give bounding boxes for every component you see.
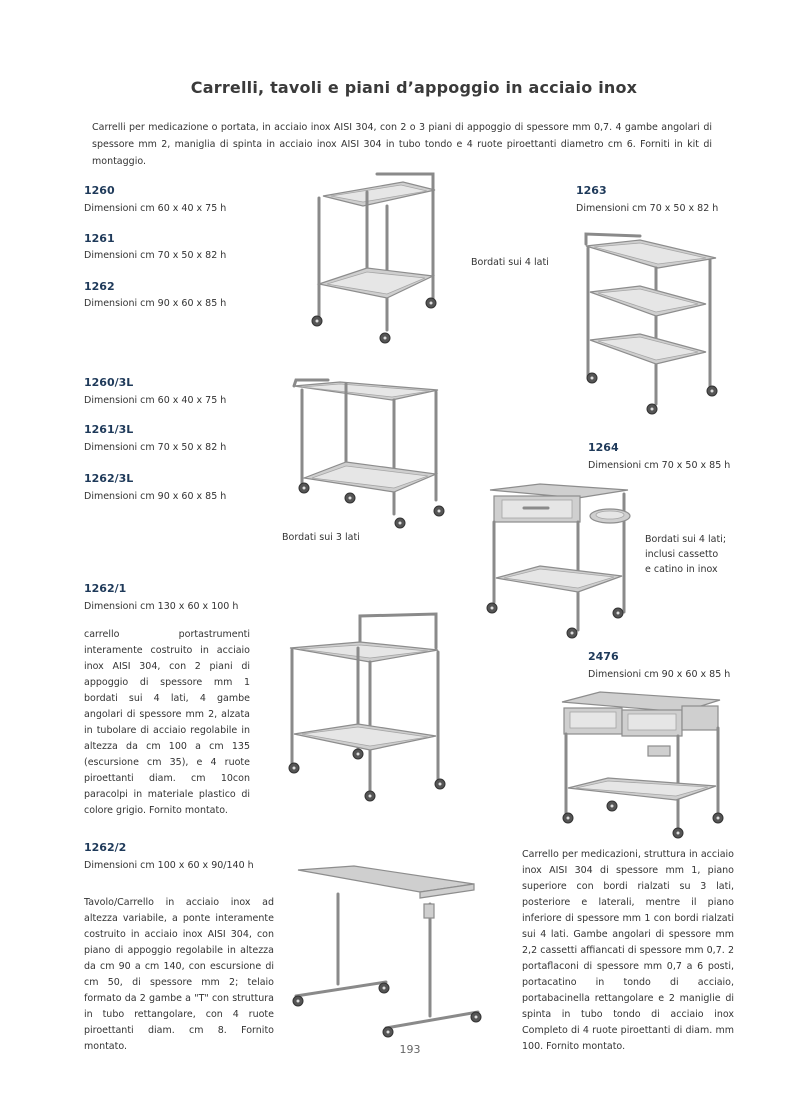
product-dim-1262-2: Dimensioni cm 100 x 60 x 90/140 h: [84, 860, 254, 871]
product-dim-1264: Dimensioni cm 70 x 50 x 85 h: [588, 460, 731, 471]
product-code-2476: 2476: [588, 650, 619, 663]
product-code-1261-3l: 1261/3L: [84, 423, 134, 436]
note-1264-line-1: Bordati sui 4 lati;: [645, 534, 727, 545]
page-title: Carrelli, tavoli e piani d’appoggio in acciaio inox: [190, 78, 638, 97]
note-bordati-3-lati: Bordati sui 3 lati: [282, 532, 360, 543]
product-dim-1262-3l: Dimensioni cm 90 x 60 x 85 h: [84, 491, 227, 502]
product-dim-1260-3l: Dimensioni cm 60 x 40 x 75 h: [84, 395, 227, 406]
table-1262-2-image: [290, 864, 490, 1044]
cart-1264-image: [484, 482, 634, 642]
intro-paragraph: Carrelli per medicazione o portata, in acciaio inox AISI 304, con 2 o 3 piani di appoggio di spessore mm 0,7. 4 gambe angolari di spessore mm 2, maniglia di spinta in acciaio inox AISI 304 in tubo tondo e 4 ruote piroettanti diametro cm 6. Forniti in kit di montaggio.: [92, 122, 712, 167]
cart-2476-image: [558, 690, 728, 840]
description-1262-2: Tavolo/Carrello in acciaio inox ad altezza variabile, a ponte interamente costruito in acciaio inox AISI 304, con piano di appoggio regolabile in altezza da cm 90 a cm 140, con escursione di cm 50, di spessore mm 2; telaio formato da 2 gambe a "T" con struttura in tubo rettangolare, con 4 ruote piroettanti diam. cm 8. Fornito montato.: [84, 897, 274, 1052]
product-code-1260-3l: 1260/3L: [84, 376, 134, 389]
description-1262-1: carrello portastrumenti interamente costruito in acciaio inox AISI 304, con 2 piani di appoggio di spessore mm 1 bordati sui 4 lati, 4 gambe angolari di spessore mm 2, alzata in tubolare di acciaio regolabile in altezza da cm 100 a cm 135 (escursione cm 35), e 4 ruote piroettanti diam. cm 10con paracolpi in materiale plastico di colore grigio. Fornito montato.: [84, 629, 250, 816]
note-bordati-4-lati: Bordati sui 4 lati: [471, 257, 549, 268]
product-code-1263: 1263: [576, 184, 607, 197]
product-code-1262-1: 1262/1: [84, 582, 127, 595]
page-number: 193: [399, 1043, 421, 1056]
product-code-1262-3l: 1262/3L: [84, 472, 134, 485]
cart-1262-1-image: [284, 608, 454, 804]
product-code-1264: 1264: [588, 441, 619, 454]
cart-1260-3l-image: [288, 374, 448, 534]
cart-1263-image: [580, 228, 720, 418]
product-dim-1261: Dimensioni cm 70 x 50 x 82 h: [84, 250, 227, 261]
product-code-1262-2: 1262/2: [84, 841, 127, 854]
note-1264: [645, 532, 726, 577]
description-2476: Carrello per medicazioni, struttura in acciaio inox AISI 304 di spessore mm 1, piano superiore con bordi rialzati su 3 lati, posteriore e laterali, mentre il piano inferiore di spessore mm 1 con bordi rialzati sui 4 lati. Gambe angolari di spessore mm 2,2 cassetti affiancati di spessore mm 0,7. 2 portaflaconi di spessore mm 0,7 a 6 posti, portacatino in tondo di acciaio, portabacinella rettangolare e 2 maniglie di spinta in tubo tondo di acciaio inox Completo di 4 ruote piroettanti di diam. mm 100. Fornito montato.: [522, 849, 734, 1052]
product-code-1261: 1261: [84, 232, 115, 245]
product-dim-1263: Dimensioni cm 70 x 50 x 82 h: [576, 203, 719, 214]
note-1264-line-2: inclusi cassetto: [645, 549, 719, 560]
product-dim-2476: Dimensioni cm 90 x 60 x 85 h: [588, 669, 731, 680]
product-code-1260: 1260: [84, 184, 115, 197]
product-dim-1260: Dimensioni cm 60 x 40 x 75 h: [84, 203, 227, 214]
product-dim-1262-1: Dimensioni cm 130 x 60 x 100 h: [84, 601, 239, 612]
product-dim-1261-3l: Dimensioni cm 70 x 50 x 82 h: [84, 442, 227, 453]
note-1264-line-3: e catino in inox: [645, 564, 718, 575]
product-code-1262: 1262: [84, 280, 115, 293]
cart-1260-image: [305, 168, 445, 348]
product-dim-1262: Dimensioni cm 90 x 60 x 85 h: [84, 298, 227, 309]
